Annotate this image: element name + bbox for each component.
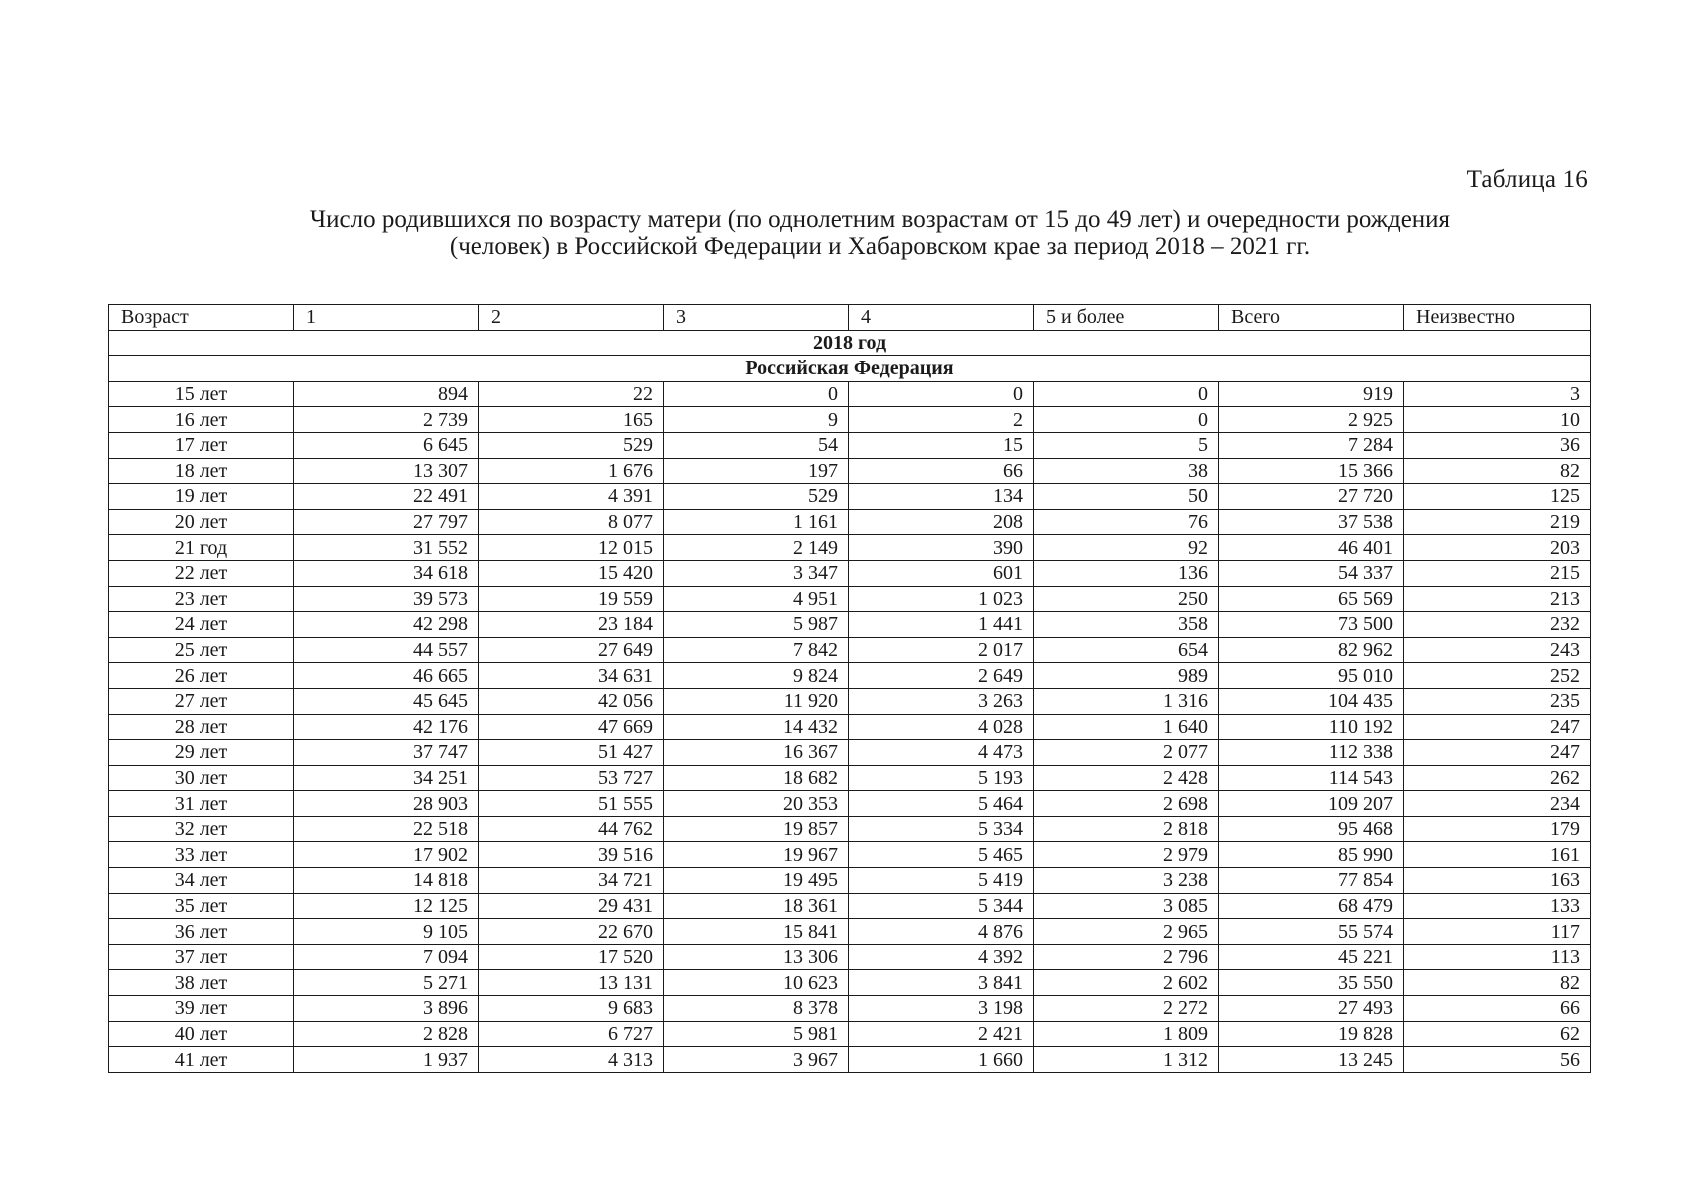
order-5-plus-cell: 136 xyxy=(1034,560,1219,586)
order-3-cell: 20 353 xyxy=(664,791,849,817)
total-cell: 68 479 xyxy=(1219,893,1404,919)
age-cell: 23 лет xyxy=(109,586,294,612)
header-age: Возраст xyxy=(109,305,294,331)
order-5-plus-cell: 250 xyxy=(1034,586,1219,612)
age-cell: 17 лет xyxy=(109,432,294,458)
order-2-cell: 1 676 xyxy=(479,458,664,484)
table-row xyxy=(109,612,1591,638)
order-4-cell: 2 421 xyxy=(849,1021,1034,1047)
order-3-cell: 18 682 xyxy=(664,765,849,791)
order-4-cell: 4 473 xyxy=(849,740,1034,766)
order-5-plus-cell: 1 809 xyxy=(1034,1021,1219,1047)
table-row xyxy=(109,816,1591,842)
age-cell: 35 лет xyxy=(109,893,294,919)
order-2-cell: 34 631 xyxy=(479,663,664,689)
total-cell: 27 720 xyxy=(1219,484,1404,510)
order-3-cell: 54 xyxy=(664,432,849,458)
order-2-cell: 13 131 xyxy=(479,970,664,996)
age-cell: 30 лет xyxy=(109,765,294,791)
order-2-cell: 4 313 xyxy=(479,1047,664,1073)
total-cell: 54 337 xyxy=(1219,560,1404,586)
order-3-cell: 9 824 xyxy=(664,663,849,689)
order-2-cell: 22 xyxy=(479,381,664,407)
total-cell: 110 192 xyxy=(1219,714,1404,740)
table-row xyxy=(109,688,1591,714)
total-cell: 55 574 xyxy=(1219,919,1404,945)
order-5-plus-cell: 2 698 xyxy=(1034,791,1219,817)
unknown-cell: 203 xyxy=(1404,535,1591,561)
table-row xyxy=(109,509,1591,535)
total-cell: 109 207 xyxy=(1219,791,1404,817)
unknown-cell: 179 xyxy=(1404,816,1591,842)
order-4-cell: 3 841 xyxy=(849,970,1034,996)
order-5-plus-cell: 2 602 xyxy=(1034,970,1219,996)
order-4-cell: 390 xyxy=(849,535,1034,561)
order-5-plus-cell: 76 xyxy=(1034,509,1219,535)
total-cell: 95 468 xyxy=(1219,816,1404,842)
order-1-cell: 22 491 xyxy=(294,484,479,510)
order-3-cell: 11 920 xyxy=(664,688,849,714)
unknown-cell: 10 xyxy=(1404,407,1591,433)
unknown-cell: 234 xyxy=(1404,791,1591,817)
region-label: Российская Федерация xyxy=(109,356,1591,382)
table-row xyxy=(109,484,1591,510)
order-1-cell: 1 937 xyxy=(294,1047,479,1073)
document-title-line-2: (человек) в Российской Федерации и Хабаровском крае за период 2018 – 2021 гг. xyxy=(449,233,1311,260)
order-5-plus-cell: 0 xyxy=(1034,407,1219,433)
order-2-cell: 44 762 xyxy=(479,816,664,842)
order-2-cell: 39 516 xyxy=(479,842,664,868)
order-2-cell: 17 520 xyxy=(479,944,664,970)
order-5-plus-cell: 50 xyxy=(1034,484,1219,510)
age-cell: 16 лет xyxy=(109,407,294,433)
order-2-cell: 4 391 xyxy=(479,484,664,510)
order-3-cell: 13 306 xyxy=(664,944,849,970)
order-1-cell: 13 307 xyxy=(294,458,479,484)
unknown-cell: 82 xyxy=(1404,970,1591,996)
table-row xyxy=(109,893,1591,919)
table-row xyxy=(109,765,1591,791)
table-row xyxy=(109,663,1591,689)
total-cell: 45 221 xyxy=(1219,944,1404,970)
age-cell: 18 лет xyxy=(109,458,294,484)
order-5-plus-cell: 2 077 xyxy=(1034,740,1219,766)
total-cell: 35 550 xyxy=(1219,970,1404,996)
unknown-cell: 252 xyxy=(1404,663,1591,689)
order-1-cell: 2 739 xyxy=(294,407,479,433)
order-4-cell: 1 441 xyxy=(849,612,1034,638)
order-5-plus-cell: 92 xyxy=(1034,535,1219,561)
header-unknown: Неизвестно xyxy=(1404,305,1591,331)
order-4-cell: 5 419 xyxy=(849,868,1034,894)
order-1-cell: 31 552 xyxy=(294,535,479,561)
order-2-cell: 8 077 xyxy=(479,509,664,535)
order-1-cell: 7 094 xyxy=(294,944,479,970)
order-3-cell: 3 347 xyxy=(664,560,849,586)
table-row xyxy=(109,637,1591,663)
age-cell: 34 лет xyxy=(109,868,294,894)
order-4-cell: 2 649 xyxy=(849,663,1034,689)
total-cell: 37 538 xyxy=(1219,509,1404,535)
order-4-cell: 5 334 xyxy=(849,816,1034,842)
order-3-cell: 529 xyxy=(664,484,849,510)
order-1-cell: 42 176 xyxy=(294,714,479,740)
total-cell: 19 828 xyxy=(1219,1021,1404,1047)
table-row xyxy=(109,740,1591,766)
order-2-cell: 42 056 xyxy=(479,688,664,714)
unknown-cell: 82 xyxy=(1404,458,1591,484)
order-1-cell: 12 125 xyxy=(294,893,479,919)
order-2-cell: 53 727 xyxy=(479,765,664,791)
age-cell: 15 лет xyxy=(109,381,294,407)
age-cell: 19 лет xyxy=(109,484,294,510)
age-cell: 22 лет xyxy=(109,560,294,586)
order-5-plus-cell: 3 085 xyxy=(1034,893,1219,919)
order-4-cell: 1 660 xyxy=(849,1047,1034,1073)
header-total: Всего xyxy=(1219,305,1404,331)
table-row xyxy=(109,868,1591,894)
table-row xyxy=(109,1047,1591,1073)
header-order-3: 3 xyxy=(664,305,849,331)
order-4-cell: 5 344 xyxy=(849,893,1034,919)
order-1-cell: 17 902 xyxy=(294,842,479,868)
unknown-cell: 247 xyxy=(1404,714,1591,740)
age-cell: 40 лет xyxy=(109,1021,294,1047)
order-3-cell: 7 842 xyxy=(664,637,849,663)
table-row xyxy=(109,407,1591,433)
total-cell: 2 925 xyxy=(1219,407,1404,433)
order-4-cell: 2 xyxy=(849,407,1034,433)
order-5-plus-cell: 358 xyxy=(1034,612,1219,638)
table-row xyxy=(109,458,1591,484)
age-cell: 25 лет xyxy=(109,637,294,663)
order-2-cell: 23 184 xyxy=(479,612,664,638)
unknown-cell: 163 xyxy=(1404,868,1591,894)
order-4-cell: 0 xyxy=(849,381,1034,407)
unknown-cell: 215 xyxy=(1404,560,1591,586)
table-row xyxy=(109,944,1591,970)
order-5-plus-cell: 1 640 xyxy=(1034,714,1219,740)
order-3-cell: 9 xyxy=(664,407,849,433)
order-3-cell: 197 xyxy=(664,458,849,484)
order-3-cell: 18 361 xyxy=(664,893,849,919)
order-1-cell: 37 747 xyxy=(294,740,479,766)
unknown-cell: 113 xyxy=(1404,944,1591,970)
order-4-cell: 5 464 xyxy=(849,791,1034,817)
table-row xyxy=(109,535,1591,561)
total-cell: 73 500 xyxy=(1219,612,1404,638)
total-cell: 112 338 xyxy=(1219,740,1404,766)
order-1-cell: 22 518 xyxy=(294,816,479,842)
document-title-line-1: Число родившихся по возрасту матери (по однолетним возрастам от 15 до 49 лет) и очередности рождения xyxy=(309,206,1451,233)
total-cell: 104 435 xyxy=(1219,688,1404,714)
order-2-cell: 47 669 xyxy=(479,714,664,740)
order-2-cell: 12 015 xyxy=(479,535,664,561)
header-order-5-plus: 5 и более xyxy=(1034,305,1219,331)
order-5-plus-cell: 2 818 xyxy=(1034,816,1219,842)
table-row xyxy=(109,560,1591,586)
age-cell: 21 год xyxy=(109,535,294,561)
age-cell: 29 лет xyxy=(109,740,294,766)
order-4-cell: 15 xyxy=(849,432,1034,458)
order-1-cell: 46 665 xyxy=(294,663,479,689)
order-5-plus-cell: 1 316 xyxy=(1034,688,1219,714)
age-cell: 31 лет xyxy=(109,791,294,817)
order-4-cell: 2 017 xyxy=(849,637,1034,663)
unknown-cell: 247 xyxy=(1404,740,1591,766)
table-row xyxy=(109,381,1591,407)
age-cell: 41 лет xyxy=(109,1047,294,1073)
order-3-cell: 3 967 xyxy=(664,1047,849,1073)
order-3-cell: 14 432 xyxy=(664,714,849,740)
order-3-cell: 19 495 xyxy=(664,868,849,894)
age-cell: 33 лет xyxy=(109,842,294,868)
order-4-cell: 1 023 xyxy=(849,586,1034,612)
age-cell: 38 лет xyxy=(109,970,294,996)
total-cell: 85 990 xyxy=(1219,842,1404,868)
order-5-plus-cell: 3 238 xyxy=(1034,868,1219,894)
order-5-plus-cell: 2 796 xyxy=(1034,944,1219,970)
order-5-plus-cell: 989 xyxy=(1034,663,1219,689)
order-3-cell: 10 623 xyxy=(664,970,849,996)
unknown-cell: 219 xyxy=(1404,509,1591,535)
order-2-cell: 51 427 xyxy=(479,740,664,766)
order-3-cell: 16 367 xyxy=(664,740,849,766)
order-1-cell: 5 271 xyxy=(294,970,479,996)
order-4-cell: 4 392 xyxy=(849,944,1034,970)
order-5-plus-cell: 654 xyxy=(1034,637,1219,663)
unknown-cell: 243 xyxy=(1404,637,1591,663)
unknown-cell: 62 xyxy=(1404,1021,1591,1047)
order-3-cell: 1 161 xyxy=(664,509,849,535)
order-1-cell: 14 818 xyxy=(294,868,479,894)
table-row xyxy=(109,586,1591,612)
order-1-cell: 9 105 xyxy=(294,919,479,945)
table-row xyxy=(109,996,1591,1022)
age-cell: 20 лет xyxy=(109,509,294,535)
order-3-cell: 5 987 xyxy=(664,612,849,638)
order-2-cell: 34 721 xyxy=(479,868,664,894)
order-2-cell: 29 431 xyxy=(479,893,664,919)
age-cell: 36 лет xyxy=(109,919,294,945)
order-1-cell: 42 298 xyxy=(294,612,479,638)
order-1-cell: 27 797 xyxy=(294,509,479,535)
order-1-cell: 34 618 xyxy=(294,560,479,586)
order-2-cell: 22 670 xyxy=(479,919,664,945)
order-4-cell: 5 465 xyxy=(849,842,1034,868)
order-4-cell: 4 028 xyxy=(849,714,1034,740)
total-cell: 114 543 xyxy=(1219,765,1404,791)
unknown-cell: 66 xyxy=(1404,996,1591,1022)
header-order-4: 4 xyxy=(849,305,1034,331)
order-4-cell: 134 xyxy=(849,484,1034,510)
age-cell: 32 лет xyxy=(109,816,294,842)
table-number: Таблица 16 xyxy=(1466,166,1588,193)
unknown-cell: 262 xyxy=(1404,765,1591,791)
age-cell: 24 лет xyxy=(109,612,294,638)
header-order-2: 2 xyxy=(479,305,664,331)
births-table xyxy=(108,304,1591,1073)
order-1-cell: 2 828 xyxy=(294,1021,479,1047)
order-5-plus-cell: 1 312 xyxy=(1034,1047,1219,1073)
order-2-cell: 15 420 xyxy=(479,560,664,586)
age-cell: 37 лет xyxy=(109,944,294,970)
order-3-cell: 8 378 xyxy=(664,996,849,1022)
total-cell: 77 854 xyxy=(1219,868,1404,894)
total-cell: 7 284 xyxy=(1219,432,1404,458)
total-cell: 95 010 xyxy=(1219,663,1404,689)
order-3-cell: 4 951 xyxy=(664,586,849,612)
order-4-cell: 5 193 xyxy=(849,765,1034,791)
unknown-cell: 235 xyxy=(1404,688,1591,714)
total-cell: 65 569 xyxy=(1219,586,1404,612)
total-cell: 27 493 xyxy=(1219,996,1404,1022)
table-row xyxy=(109,1021,1591,1047)
table-row xyxy=(109,714,1591,740)
total-cell: 919 xyxy=(1219,381,1404,407)
order-5-plus-cell: 2 428 xyxy=(1034,765,1219,791)
order-4-cell: 3 198 xyxy=(849,996,1034,1022)
age-cell: 27 лет xyxy=(109,688,294,714)
order-3-cell: 19 967 xyxy=(664,842,849,868)
age-cell: 26 лет xyxy=(109,663,294,689)
order-5-plus-cell: 2 979 xyxy=(1034,842,1219,868)
unknown-cell: 56 xyxy=(1404,1047,1591,1073)
order-1-cell: 45 645 xyxy=(294,688,479,714)
order-3-cell: 0 xyxy=(664,381,849,407)
age-cell: 28 лет xyxy=(109,714,294,740)
unknown-cell: 133 xyxy=(1404,893,1591,919)
order-1-cell: 44 557 xyxy=(294,637,479,663)
unknown-cell: 125 xyxy=(1404,484,1591,510)
order-1-cell: 34 251 xyxy=(294,765,479,791)
unknown-cell: 117 xyxy=(1404,919,1591,945)
order-5-plus-cell: 38 xyxy=(1034,458,1219,484)
order-3-cell: 19 857 xyxy=(664,816,849,842)
order-2-cell: 9 683 xyxy=(479,996,664,1022)
order-5-plus-cell: 0 xyxy=(1034,381,1219,407)
order-1-cell: 3 896 xyxy=(294,996,479,1022)
order-4-cell: 66 xyxy=(849,458,1034,484)
order-2-cell: 51 555 xyxy=(479,791,664,817)
year-row xyxy=(109,330,1591,356)
header-row xyxy=(109,305,1591,331)
unknown-cell: 161 xyxy=(1404,842,1591,868)
order-3-cell: 15 841 xyxy=(664,919,849,945)
header-order-1: 1 xyxy=(294,305,479,331)
table-row xyxy=(109,919,1591,945)
order-2-cell: 6 727 xyxy=(479,1021,664,1047)
order-4-cell: 3 263 xyxy=(849,688,1034,714)
unknown-cell: 3 xyxy=(1404,381,1591,407)
unknown-cell: 232 xyxy=(1404,612,1591,638)
unknown-cell: 213 xyxy=(1404,586,1591,612)
order-4-cell: 208 xyxy=(849,509,1034,535)
age-cell: 39 лет xyxy=(109,996,294,1022)
order-1-cell: 6 645 xyxy=(294,432,479,458)
order-1-cell: 894 xyxy=(294,381,479,407)
order-3-cell: 2 149 xyxy=(664,535,849,561)
total-cell: 15 366 xyxy=(1219,458,1404,484)
table-row xyxy=(109,791,1591,817)
table-body xyxy=(109,330,1591,1072)
order-2-cell: 529 xyxy=(479,432,664,458)
order-1-cell: 28 903 xyxy=(294,791,479,817)
order-2-cell: 165 xyxy=(479,407,664,433)
order-4-cell: 4 876 xyxy=(849,919,1034,945)
table-row xyxy=(109,970,1591,996)
year-label: 2018 год xyxy=(109,330,1591,356)
order-2-cell: 27 649 xyxy=(479,637,664,663)
order-5-plus-cell: 5 xyxy=(1034,432,1219,458)
order-3-cell: 5 981 xyxy=(664,1021,849,1047)
total-cell: 13 245 xyxy=(1219,1047,1404,1073)
order-5-plus-cell: 2 272 xyxy=(1034,996,1219,1022)
total-cell: 82 962 xyxy=(1219,637,1404,663)
order-1-cell: 39 573 xyxy=(294,586,479,612)
table-row xyxy=(109,842,1591,868)
table-row xyxy=(109,432,1591,458)
unknown-cell: 36 xyxy=(1404,432,1591,458)
order-4-cell: 601 xyxy=(849,560,1034,586)
document-title xyxy=(180,206,1580,260)
region-row xyxy=(109,356,1591,382)
order-5-plus-cell: 2 965 xyxy=(1034,919,1219,945)
total-cell: 46 401 xyxy=(1219,535,1404,561)
order-2-cell: 19 559 xyxy=(479,586,664,612)
